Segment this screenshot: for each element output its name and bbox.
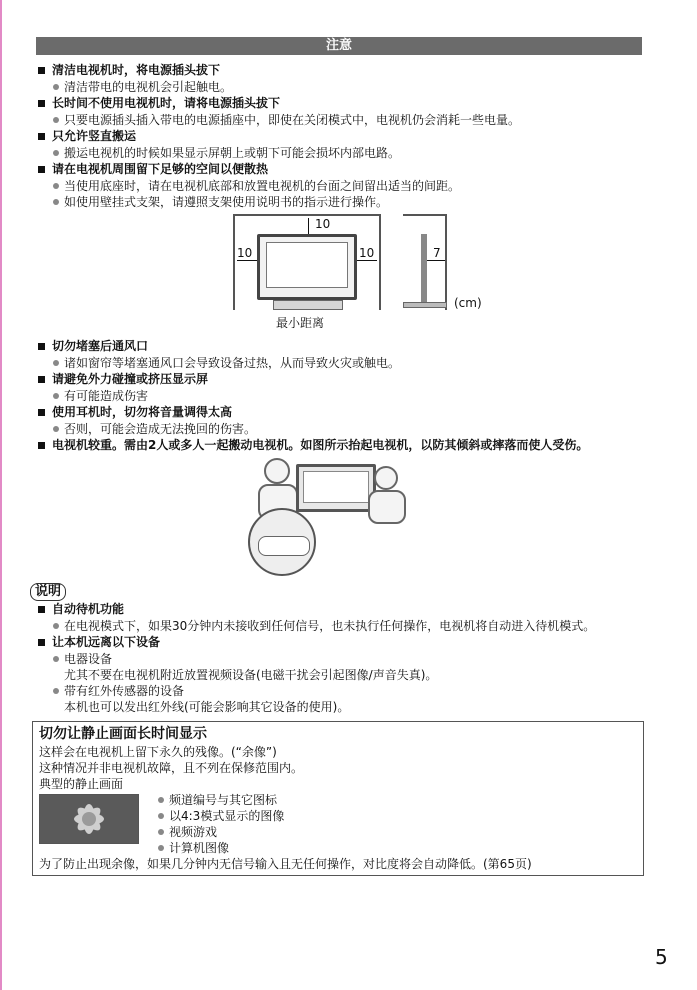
section-bullet: 搬运电视机的时候如果显示屏朝上或朝下可能会损坏内部电路。 (36, 145, 642, 161)
right-clearance-label: 10 (359, 246, 375, 260)
box-title: 切勿让静止画面长时间显示 (39, 726, 207, 742)
section-bullet: 电器设备 (36, 651, 642, 667)
section-bullet: 如使用壁挂式支架，请遵照支架使用说明书的指示进行操作。 (36, 194, 642, 210)
section-heading: 只允许竖直搬运 (36, 128, 642, 145)
section-heading: 请在电视机周围留下足够的空间以便散热 (36, 161, 642, 178)
section-heading: 切勿堵塞后通风口 (36, 338, 642, 355)
bullet-detail: 尤其不要在电视机附近放置视频设备(电磁干扰会引起图像/声音失真)。 (64, 668, 438, 682)
caution-section-4 (36, 161, 642, 210)
section-heading: 清洁电视机时，将电源插头拔下 (36, 62, 642, 79)
tv-side-base-icon (403, 302, 447, 308)
example-item: 计算机图像 (155, 840, 284, 856)
section-bullet: 清洁带电的电视机会引起触电。 (36, 79, 642, 95)
tv-side-icon (421, 234, 427, 304)
section-bullet: 诸如窗帘等堵塞通风口会导致设备过热，从而导致火灾或触电。 (36, 355, 642, 371)
notes-title: 说明 (30, 583, 66, 601)
still-image-thumbnail (39, 794, 139, 844)
note-section-1 (36, 601, 642, 634)
section-bullet: 否则，可能会造成无法挽回的伤害。 (36, 421, 642, 437)
section-heading: 请避免外力碰撞或挤压显示屏 (36, 371, 642, 388)
box-footer: 为了防止出现余像，如果几分钟内无信号输入且无任何操作，对比度将会自动降低。(第65页) (39, 857, 532, 871)
still-image-examples (39, 792, 637, 856)
box-line: 这样会在电视机上留下永久的残像。(“余像”) (39, 745, 277, 759)
box-line: 这种情况并非电视机故障，且不列在保修范围内。 (39, 761, 304, 775)
caution-header: 注意 (36, 37, 642, 55)
caution-section-1 (36, 62, 642, 95)
section-heading: 电视机较重。需由2人或多人一起搬动电视机。如图所示抬起电视机，以防其倾斜或摔落而使人受伤。 (36, 437, 642, 454)
note-section-2 (36, 634, 642, 715)
caution-section-2 (36, 95, 642, 128)
caution-section-3 (36, 128, 642, 161)
section-bullet: 只要电源插头插入带电的电源插座中，即使在关闭模式中，电视机仍会消耗一些电量。 (36, 112, 642, 128)
caution-section-7 (36, 404, 642, 437)
person-right-head-icon (374, 466, 398, 490)
still-image-warning-box (32, 721, 644, 876)
caution-page (36, 37, 642, 876)
example-item: 以4:3模式显示的图像 (155, 808, 284, 824)
section-bullet: 在电视模式下，如果30分钟内未接收到任何信号，也未执行任何操作，电视机将自动进入待机模式。 (36, 618, 642, 634)
tv-front-icon (257, 234, 357, 300)
hand-grip-inset-icon (248, 508, 316, 576)
top-clearance-label: 10 (315, 217, 331, 231)
side-view-frame (403, 214, 447, 310)
diagram-caption: 最小距离 (276, 316, 325, 330)
unit-label: (cm) (454, 296, 482, 310)
person-right-body-icon (368, 490, 406, 524)
section-bullet: 带有红外传感器的设备 (36, 683, 642, 699)
example-list (155, 792, 284, 856)
left-clearance-label: 10 (237, 246, 253, 260)
clearance-diagram (36, 214, 642, 338)
carrying-illustration (36, 456, 642, 574)
page-edge-marker (0, 0, 2, 990)
caution-section-6 (36, 371, 642, 404)
person-left-head-icon (264, 458, 290, 484)
page-number: 5 (655, 945, 668, 969)
example-item: 视频游戏 (155, 824, 284, 840)
example-item: 频道编号与其它图标 (155, 792, 284, 808)
caution-section-5 (36, 338, 642, 371)
front-view-frame (233, 214, 381, 310)
carried-tv-icon (296, 464, 376, 512)
section-heading: 长时间不使用电视机时，请将电源插头拔下 (36, 95, 642, 112)
caution-section-8 (36, 437, 642, 454)
bullet-detail: 本机也可以发出红外线(可能会影响其它设备的使用)。 (64, 700, 350, 714)
rear-clearance-label: 7 (433, 246, 441, 260)
box-line: 典型的静止画面 (39, 777, 124, 791)
tv-stand-icon (273, 300, 343, 310)
section-heading: 让本机远离以下设备 (36, 634, 642, 651)
section-bullet: 当使用底座时，请在电视机底部和放置电视机的台面之间留出适当的间距。 (36, 178, 642, 194)
section-heading: 自动待机功能 (36, 601, 642, 618)
section-bullet: 有可能造成伤害 (36, 388, 642, 404)
section-heading: 使用耳机时，切勿将音量调得太高 (36, 404, 642, 421)
